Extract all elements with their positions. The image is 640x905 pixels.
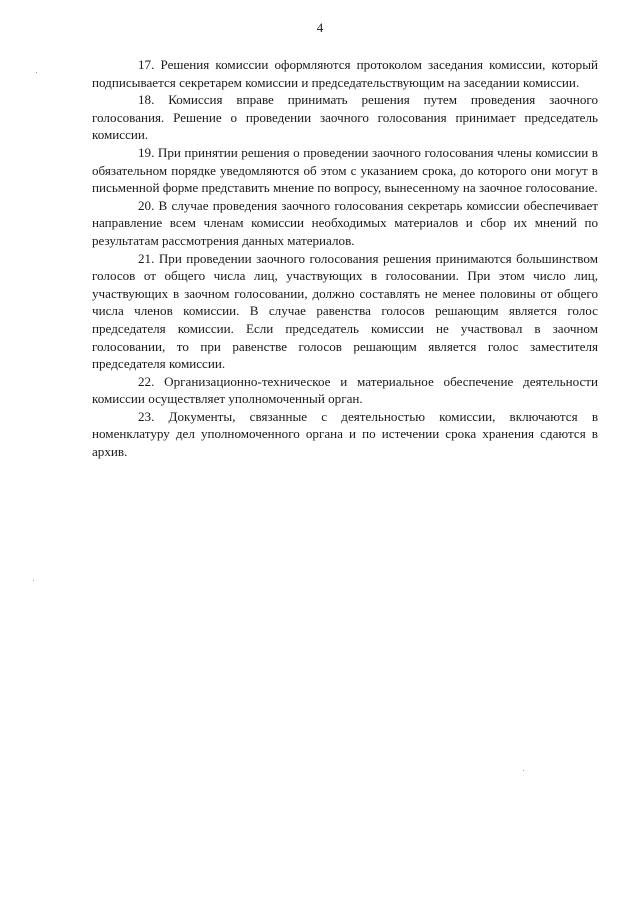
paragraph-21: 21. При проведении заочного голосования решения принимаются большинством голосов от общего числа лиц, участвующих в голосовании. При этом число лиц, участвующих в заочном голосовании, должно составлять не менее половины от общего числа членов комиссии. В случае равенства голосов решающим является голос председателя комиссии. Если председатель комиссии не участвовал в заочном голосовании, то при равенстве голосов решающим является голос заместителя председателя комиссии. — [92, 250, 598, 372]
page-number: 4 — [316, 20, 324, 35]
scan-speck — [33, 580, 34, 581]
document-body — [92, 56, 598, 461]
paragraph-19: 19. При принятии решения о проведении заочного голосования члены комиссии в обязательном порядке уведомляются об этом с указанием срока, до которого они могут в письменной форме представить мнение по вопросу, вынесенному на заочное голосование. — [92, 144, 598, 196]
paragraph-17: 17. Решения комиссии оформляются протоколом заседания комиссии, который подписывается секретарем комиссии и председательствующим на заседании комиссии. — [92, 57, 598, 90]
scan-speck — [523, 770, 524, 771]
paragraph-20: 20. В случае проведения заочного голосования секретарь комиссии обеспечивает направление всем членам комиссии необходимых материалов и сбор их мнений по результатам рассмотрения данных материалов. — [92, 197, 598, 248]
paragraph-18: 18. Комиссия вправе принимать решения путем проведения заочного голосования. Решение о проведении заочного голосования принимает председатель комиссии. — [92, 92, 598, 143]
paragraph-23: 23. Документы, связанные с деятельностью комиссии, включаются в номенклатуру дел уполномоченного органа и по истечении срока хранения сдаются в архив. — [92, 408, 598, 460]
scan-speck — [36, 72, 37, 73]
paragraph-22: 22. Организационно-техническое и материальное обеспечение деятельности комиссии осуществляет уполномоченный орган. — [92, 373, 598, 407]
